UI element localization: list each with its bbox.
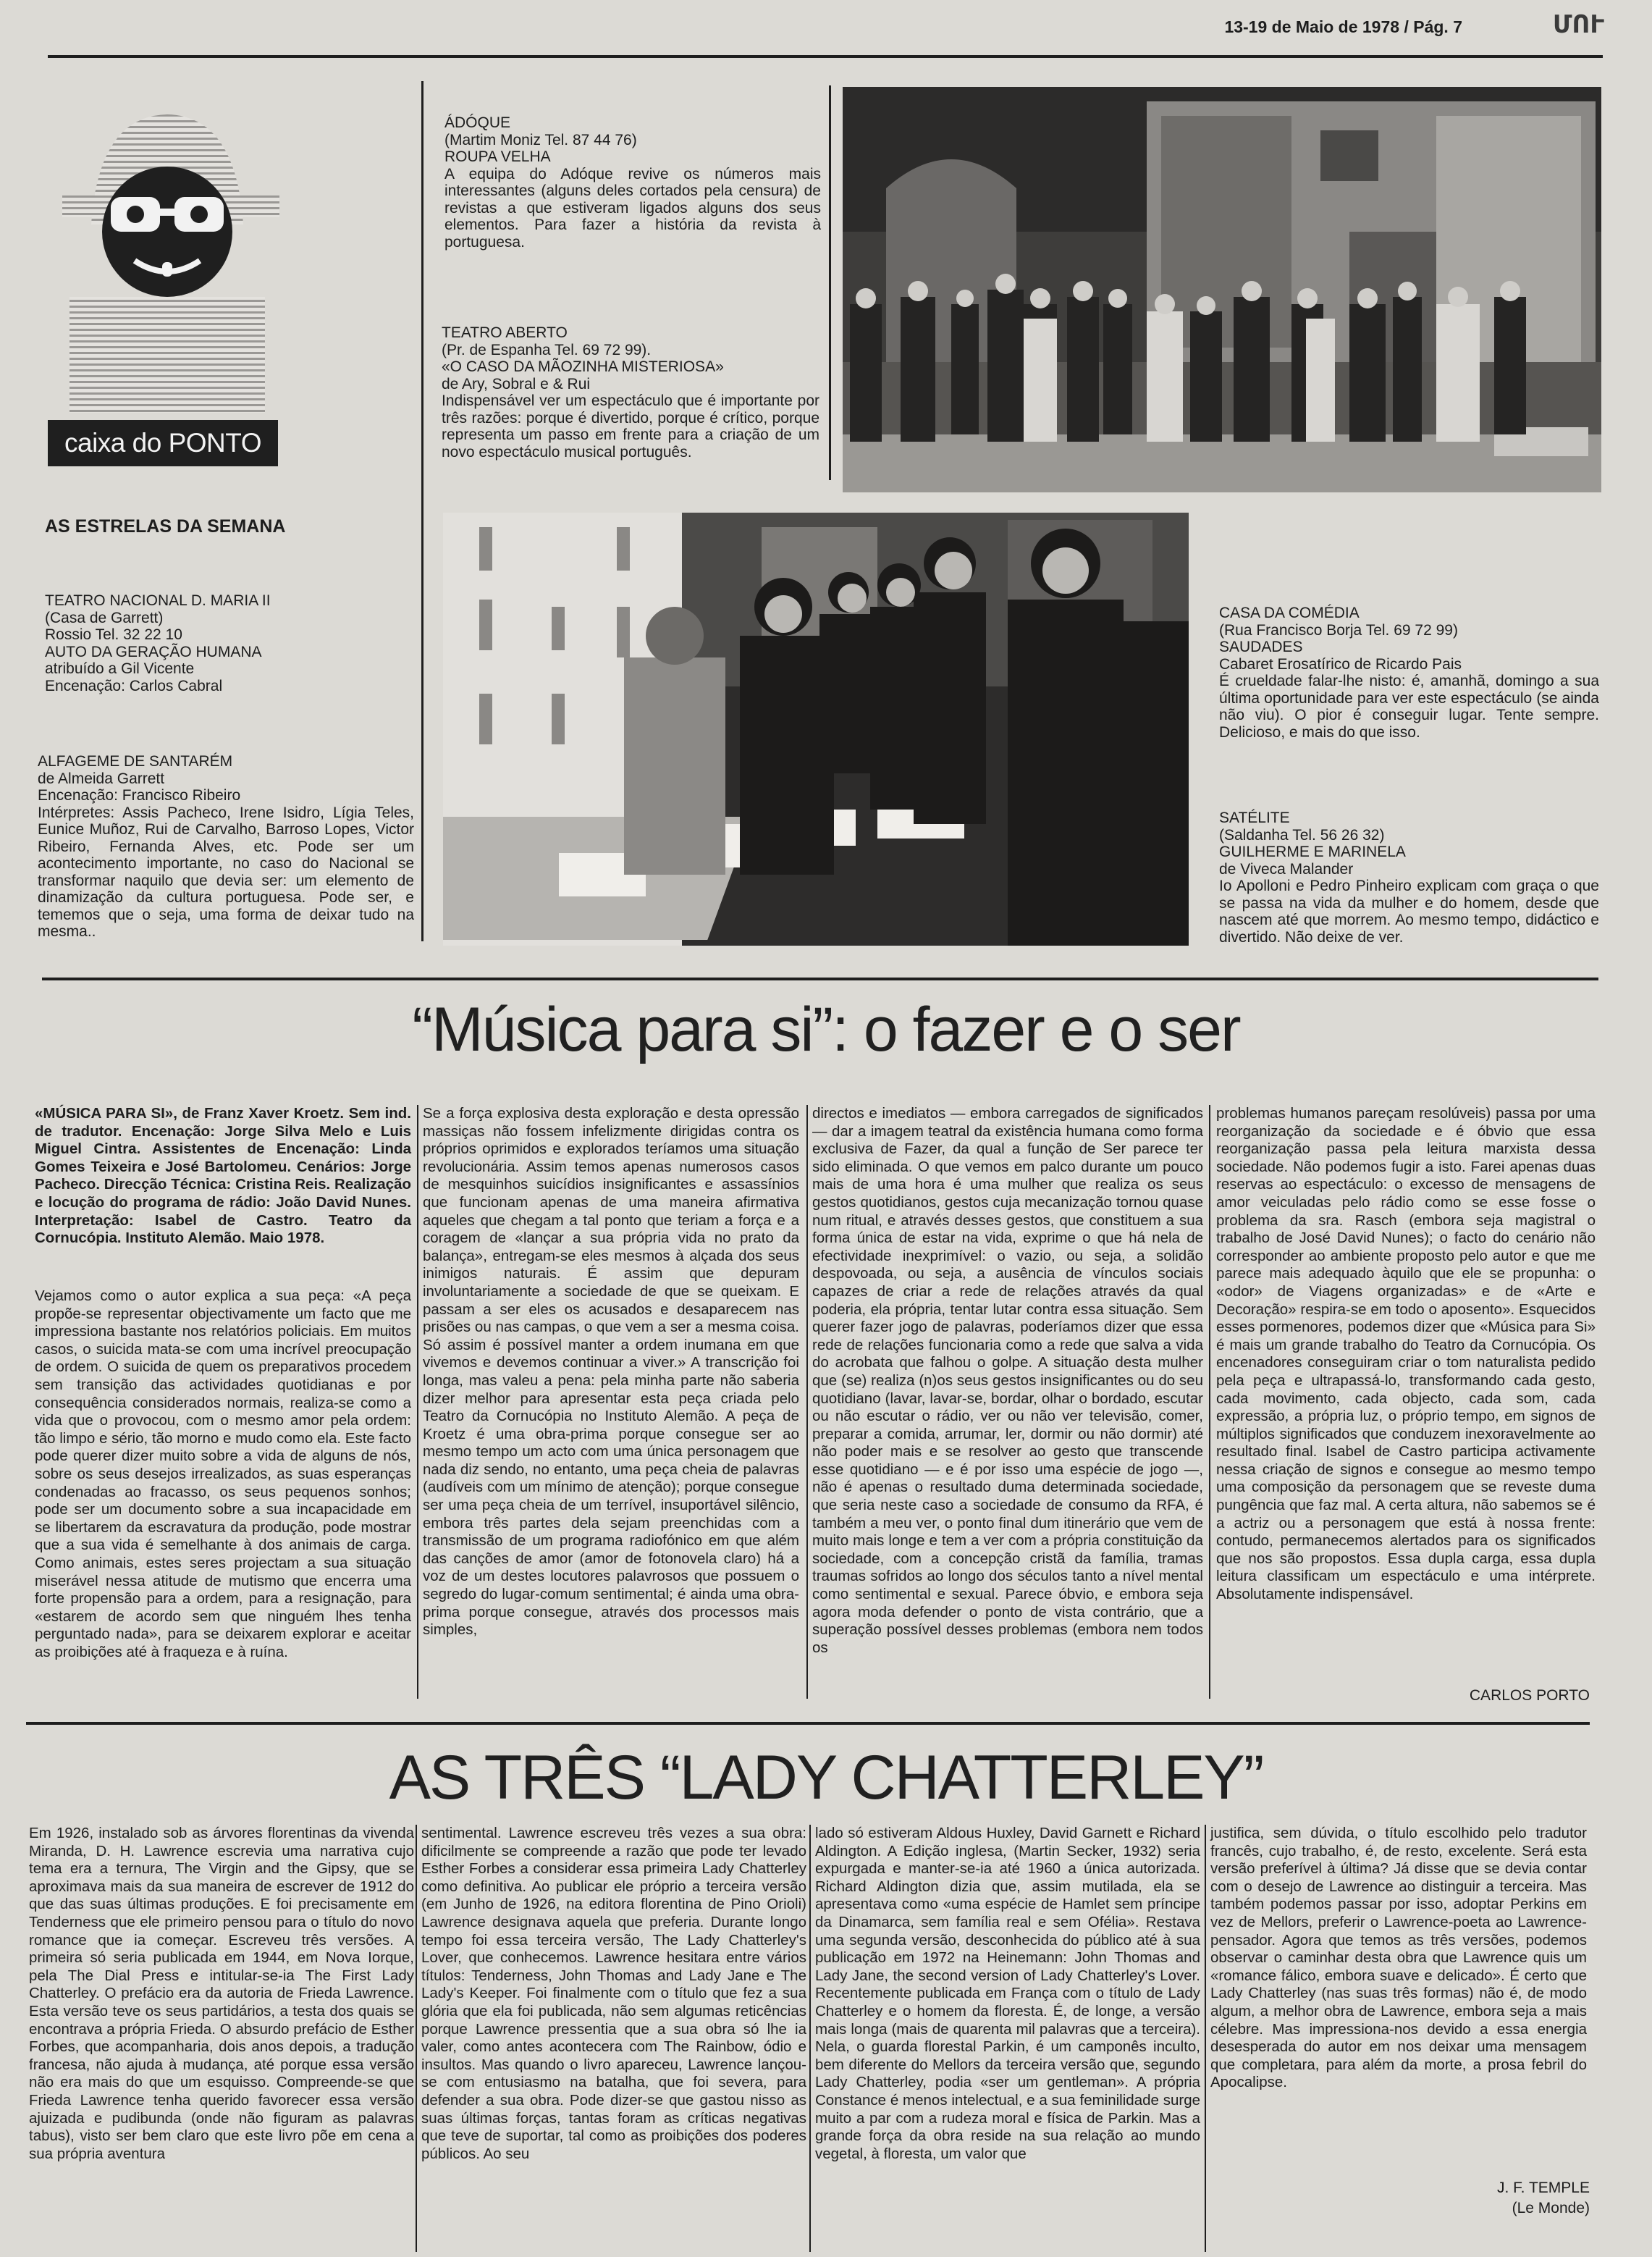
listing-line: (Pr. de Espanha Tel. 69 72 99). bbox=[442, 341, 652, 358]
listing-adoque bbox=[444, 114, 821, 251]
article-credits bbox=[35, 1105, 411, 1248]
listing-teatro-nacional bbox=[45, 592, 414, 694]
column-rule bbox=[1209, 1105, 1210, 1699]
article-column bbox=[29, 1825, 414, 2163]
corner-mark: ՄՈՒ bbox=[1553, 11, 1604, 38]
listing-line: Rossio Tel. 32 22 10 bbox=[45, 626, 182, 643]
article-text: Vejamos como o autor explica a sua peça: «A peça propõe-se representar objectivamente um facto que me impressiona bastante nos relatórios policiais. Em muitos casos, o suicida mata-se com uma incrível preocupação de ordem. O suicida de quem os preparativos procedem sem transição das actividades quotidianas e por consequência considerados normais, realiza-se como a vida que o provocou, com o mesmo amor pela ordem: tão limpo e sério, tão morno e mudo como ela. Este facto pode querer dizer muito sobre a vida de alguns de nós, sobre os seus desejos irrealizados, as suas esperanças condenadas ao fracasso, os seus pequenos sonhos; pode ser um documento sobre a sua incapacidade em se libertarem da escravatura da produção, pode mostrar que a sua vida é semelhante à dos animais de carga. Como animais, estes seres projectam a sua situação miserável nessa atitude de mutismo que encerra uma forte propensão para a ordem, para a resignação, para «estarem de acordo sem que ninguém lhes tenha perguntado nada», para se deixarem explorar e aceitar as proibições até à fraqueza e à ruína. bbox=[35, 1287, 411, 1660]
column-rule bbox=[829, 85, 831, 480]
article-column bbox=[815, 1825, 1200, 2163]
listing-line: Encenação: Carlos Cabral bbox=[45, 677, 223, 694]
header-rule bbox=[48, 55, 1603, 58]
listing-alfageme bbox=[38, 753, 414, 941]
article-title: “Música para si”: o fazer e o ser bbox=[412, 995, 1240, 1064]
listing-line: (Casa de Garrett) bbox=[45, 609, 164, 626]
listing-line: atribuído a Gil Vicente bbox=[45, 660, 195, 677]
listing-body: Io Apolloni e Pedro Pinheiro explicam com graça o que se passa na vida da mulher e do homem, desde que nascem até que morrem. Ao mesmo tempo, didáctico e divertido. Não deixe de ver. bbox=[1219, 878, 1599, 946]
article-title: AS TRÊS “LADY CHATTERLEY” bbox=[389, 1743, 1263, 1812]
listing-line: Encenação: Francisco Ribeiro bbox=[38, 787, 241, 804]
listing-line: SAUDADES bbox=[1219, 639, 1303, 655]
credits-text: «MÚSICA PARA SI», de Franz Xaver Kroetz. Sem ind. de tradutor. Encenação: Jorge Silva Melo e Luis Miguel Cintra. Assistentes de Encenação: Linda Gomes Teixeira e José Bartolomeu. Cenários: Jorge Pacheco. Direcção Técnica: Cristina Reis. Realização e locução do programa de rádio: João David Nunes. Interpretação: Isabel de Castro. Teatro da Cornucópia. Instituto Alemão. Maio 1978. bbox=[35, 1105, 411, 1247]
stage-photo bbox=[843, 87, 1601, 492]
article-text: Em 1926, instalado sob as árvores florentinas da vivenda Miranda, D. H. Lawrence escrevia uma narrativa cujo tema era a ternura, The Virgin and the Gipsy, que se aproximava mais da sua maneira de escrever de 1912 do que das suas últimas produções. E foi precisamente em Tenderness que ele primeiro pensou para o título do novo romance que ia começar. Escreveu três versões. A primeira só seria publicada em 1944, em Nova Iorque, pela The Dial Press e intitular-se-ia The First Lady Chatterley. O prefácio era da autoria de Frieda Lawrence. Esta versão teve os seus partidários, a testa dos quais se encontrava a própria Frieda. O absurdo prefácio de Esther Forbes, que acompanharia, dois anos depois, a tradução francesa, não ajuda à mudança, até porque essa versão não era mais do que um esquisso. Compreende-se que Frieda Lawrence tenha querido favorecer essa versão ajuizada e pudibunda (onde não figuram as palavras tabus), visto ser bem claro que este livro põe em cena a sua própria aventura bbox=[29, 1825, 414, 2162]
listing-line: Cabaret Erosatírico de Ricardo Pais bbox=[1219, 655, 1462, 673]
prompter-box-icon bbox=[48, 109, 287, 420]
article-column bbox=[812, 1105, 1203, 1657]
article-text: directos e imediatos — embora carregados de significados — dar a imagem teatral da existência humana como forma exclusiva de Fazer, da qual a função de Ser parece ter sido eliminada. O que vemos em palco durante um pouco mais de uma hora é uma mulher que realiza os seus gestos quotidianos, gestos cuja mecanização tornou quase num ritual, e através desses gestos, que constituem a sua forma única de estar na vida, exprime o que há nela de efectividade inexprimível: o vazio, ou seja, a solidão despovoada, ou seja, a ausência de vínculos sociais capazes de criar a rede de relações através da qual poderia, ela própria, tentar lutar contra essa situação. Sem querer fazer jogo de palavras, poderíamos dizer que essa rede de relações funcionaria como a rede que salva a vida do acrobata que falhou o golpe. A situação desta mulher que (se) realiza (n)os seus gestos insignificantes ou do seu quotidiano (lavar, lavar-se, bordar, olhar o bordado, escutar ou não escutar o rádio, ver ou não ver televisão, comer, preparar a comida, arrumar, ler, dormir ou não dormir) até não poder mais e se resolver ao gesto que transcende esse quotidiano — e é por isso uma espécie de jogo —, não é apenas o resultado duma determinada sociedade, que seria neste caso a sociedade de consumo da RFA, é também a meu ver, o ponto final dum itinerário que vem de muito mais longe e tem a ver com a própria constituição da sociedade, com a concepção cristã da família, tramas traumas sofridos ao longo dos séculos tanto a nível mental como sentimental e sexual. Parece óbvio, e embora seja agora moda defender o ponto de vista contrário, que a superação possível desses problemas (embora nem todos os bbox=[812, 1105, 1203, 1656]
column-rule bbox=[809, 1825, 811, 2252]
listing-body: Intérpretes: Assis Pacheco, Irene Isidro, Lígia Teles, Eunice Muñoz, Rui de Carvalho, Barroso Lopes, Victor Ribeiro, Fernanda Alves, etc. Pode ser um acontecimento importante, no caso do Nacional se transformar naquilo que devia ser: um elemento de dinamização da cultura portuguesa. Pode ser, e tememos que o seja, uma forma de deixar tudo na mesma.. bbox=[38, 804, 414, 940]
column-rule bbox=[421, 81, 423, 941]
listing-teatro-aberto bbox=[442, 324, 819, 461]
listing-line: AUTO DA GERAÇÃO HUMANA bbox=[45, 643, 262, 660]
listing-body: Indispensável ver um espectáculo que é importante por três razões: porque é divertido, porque é crítico, porque representa um passo em frente para a criação de um novo espectáculo musical português. bbox=[442, 392, 819, 461]
logo-label: caixa do PONTO bbox=[48, 420, 278, 466]
listing-line: de Viveca Malander bbox=[1219, 860, 1354, 878]
article-text: lado só estiveram Aldous Huxley, David Garnett e Richard Aldington. A Edição inglesa, (Martin Secker, 1932) seria expurgada e manter-se-ia até 1960 a única autorizada. Richard Aldington dizia que, assim mutilada, ela se apresentava como «uma espécie de Hamlet sem príncipe da Dinamarca, sem família real e sem Ofélia». Restava uma segunda versão, desconhecida do público até à sua publicação em 1972 na Heinemann: John Thomas and Lady Jane, the second version of Lady Chatterley's Lover. Recentemente publicada em França com o título de Lady Chatterley e o homem da floresta. É, de longe, a versão mais longa (mais de quarenta mil palavras que a terceira). Nela, o guarda florestal Parkin, é um camponês inculto, bem diferente do Mellors da terceira versão que, segundo Lady Chatterley, podia «ser um gentleman». A própria Constance é menos intelectual, e a sua feminilidade surge muito a par com a rudeza moral e física de Parkin. Mas a grande força da obra reside na sua relação ao mundo vegetal, à floresta, um valor que bbox=[815, 1825, 1200, 2162]
column-rule bbox=[1205, 1825, 1206, 2252]
stars-heading: AS ESTRELAS DA SEMANA bbox=[45, 516, 286, 537]
article-column bbox=[1210, 1825, 1587, 2092]
exhibition-photo bbox=[443, 513, 1189, 946]
listing-body: É crueldade falar-lhe nisto: é, amanhã, domingo a sua última oportunidade para ver este espectáculo (se ainda não viu). O pior é conseguir lugar. Tente sempre. Delicioso, e mais do que isso. bbox=[1219, 673, 1599, 741]
article-author: CARLOS PORTO bbox=[1469, 1687, 1590, 1704]
section-rule bbox=[42, 978, 1598, 980]
article-column bbox=[421, 1825, 806, 2163]
listing-line: (Rua Francisco Borja Tel. 69 72 99) bbox=[1219, 621, 1458, 639]
listing-line: ALFAGEME DE SANTARÉM bbox=[38, 753, 233, 770]
listing-line: ROUPA VELHA bbox=[444, 148, 551, 165]
listing-casa-comedia bbox=[1219, 605, 1599, 741]
article-column bbox=[1216, 1105, 1596, 1604]
page-date: 13-19 de Maio de 1978 / Pág. 7 bbox=[1224, 17, 1462, 36]
listing-line: de Ary, Sobral e & Rui bbox=[442, 375, 591, 392]
article-text: justifica, sem dúvida, o título escolhido pelo tradutor francês, cujo trabalho, é, de resto, excelente. Será esta versão preferível à última? Já disse que se devia contar com o desejo de Lawrence ao distinguir a terceira. Mas também podemos passar por isso, adoptar Perkins em vez de Mellors, preferir o Lawrence-poeta ao Lawrence-pensador. Agora que temos as três versões, podemos observar o caminhar desta obra que Lawrence quis um «romance fálico, embora suave e delicado». É certo que Lady Chatterley (nas suas três formas) não é, de modo algum, a melhor obra de Lawrence, embora seja a mais célebre. Mas impressiona-nos devido a essa energia desesperada do autor em nos deixar uma mensagem que completara, para além da morte, a prosa febril do Apocalipse. bbox=[1210, 1825, 1587, 2091]
listing-line: CASA DA COMÉDIA bbox=[1219, 605, 1360, 621]
listing-line: TEATRO ABERTO bbox=[442, 324, 568, 341]
column-rule bbox=[806, 1105, 808, 1699]
listing-line: SATÉLITE bbox=[1219, 810, 1290, 826]
listing-line: (Saldanha Tel. 56 26 32) bbox=[1219, 826, 1385, 844]
article-column bbox=[423, 1105, 799, 1639]
listing-line: ÁDÓQUE bbox=[444, 114, 511, 131]
column-rule bbox=[417, 1105, 418, 1699]
article-source: (Le Monde) bbox=[1512, 2200, 1590, 2216]
listing-line: GUILHERME E MARINELA bbox=[1219, 844, 1406, 860]
listing-body: A equipa do Adóque revive os números mais interessantes (alguns deles cortados pela censura) de revistas a que estiveram ligados alguns dos seus elementos. Para fazer a história da revista à portuguesa. bbox=[444, 165, 821, 251]
logo bbox=[48, 109, 287, 471]
listing-line: de Almeida Garrett bbox=[38, 770, 165, 787]
listing-satelite bbox=[1219, 810, 1599, 946]
column-rule bbox=[416, 1825, 417, 2252]
listing-line: TEATRO NACIONAL D. MARIA II bbox=[45, 592, 271, 609]
article-text: problemas humanos pareçam resolúveis) passa por uma reorganização da sociedade e é óbvio que essa reorganização passa pela leitura marxista dessa sociedade. Não podemos fugir a isto. Farei apenas duas reservas ao espectáculo: o excesso de mensagens de amor veiculadas pelo rádio como se esse fosse o problema da sra. Rasch (embora seja magistral o trabalho de José David Nunes); o facto do cenário não corresponder ao ambiente proposto pelo autor e que me parece mais adequado àquilo que ele se propunha: o «odor» de Viagens organizadas» e de «Arte e Decoração» respira-se em todo o aposento». Esquecidos esses pormenores, podemos dizer que «Música para Si» é mais um grande trabalho do Teatro da Cornucópia. Os encenadores conseguiram criar o tom naturalista pedido pela peça e ultrapassá-lo, transformando cada gesto, cada movimento, cada objecto, cada som, cada expressão, a própria luz, o próprio tempo, em signos de múltiplos significados que conduzem inexoravelmente ao resultado final. Isabel de Castro participa activamente nessa criação de signos e consegue ao mesmo tempo uma composição da personagem que se reveste duma pungência que faz mal. A certa altura, não sabemos se é a actriz ou a personagem que está à nossa frente: contudo, permanecemos alertados para os significados que nos são propostos. Essa dupla carga, essa dupla leitura classificam um espectáculo e uma intérprete. Absolutamente indispensável. bbox=[1216, 1105, 1596, 1603]
section-rule bbox=[26, 1722, 1590, 1725]
article-text: sentimental. Lawrence escreveu três vezes a sua obra: dificilmente se compreende a razão que pode ter levado Esther Forbes a considerar essa primeira Lady Chatterley como definitiva. Ao publicar ele próprio a terceira versão (em Junho de 1926, na editora florentina de Pino Orioli) Lawrence designava aquela que preferia. Durante longo tempo foi essa terceira versão, The Lady Chatterley's Lover, que conhecemos. Lawrence hesitara entre vários títulos: Tenderness, John Thomas and Lady Jane e The Lady's Keeper. Foi finalmente com o título que fez a sua glória que ela foi publicada, não sem algumas reticências porque Lawrence pressentia que a sua obra só lhe ia valer, como antes acontecera com The Rainbow, ódio e insultos. Mas quando o livro apareceu, Lawrence lançou-se com entusiasmo na batalha, que foi severa, para defender a sua obra. Pode dizer-se que gastou nisso as suas últimas forças, tantas foram as críticas negativas que teve de suportar, tal como as proibições dos poderes públicos. Ao seu bbox=[421, 1825, 806, 2162]
listing-line: (Martim Moniz Tel. 87 44 76) bbox=[444, 131, 637, 148]
article-column bbox=[35, 1287, 411, 1661]
listing-line: «O CASO DA MÃOZINHA MISTERIOSA» bbox=[442, 358, 724, 375]
article-text: Se a força explosiva desta exploração e desta opressão massiças não fossem infelizmente dirigidas contra os próprios oprimidos e explorados teríamos uma situação revolucionária. Assim temos apenas numerosos casos de mesquinhos suicídios insignificantes e assassínios que funcionam apenas de uma maneira afirmativa aqueles que chegam a tal ponto que teriam a força e a coragem de «lançar a sua própria vida no prato da balança», entregam-se eles mesmos à alçada dos seus inimigos naturais. É assim que depuram involuntariamente a sociedade de que se queixam. E passam a ser eles os acusados e desaparecem nas prisões ou nas campas, o que vem a ser a mesma coisa. Só assim é possível manter a ordem inumana em que vivemos e devemos continuar a viver.» A transcrição foi longa, mas valeu a pena: pela minha parte não saberia dizer melhor para apresentar esta peça criada pelo Teatro da Cornucópia no Instituto Alemão. A peça de Kroetz é uma obra-prima porque consegue ser ao mesmo tempo um acto com uma única personagem que nada diz sendo, no entanto, uma peça cheia de palavras (audíveis com um mínimo de atenção); porque consegue ser uma peça cheia de um terrível, insuportável silêncio, embora três partes dela sejam preenchidas com a transmissão de um programa radiofónico em que além das canções de amor (amor de fotonovela claro) há a voz de um destes locutores palavrosos que possuem o segredo do lugar-comum sentimental; é ainda uma obra-prima porque consegue, através dos processos mais simples, bbox=[423, 1105, 799, 1639]
article-author: J. F. TEMPLE bbox=[1497, 2180, 1590, 2196]
